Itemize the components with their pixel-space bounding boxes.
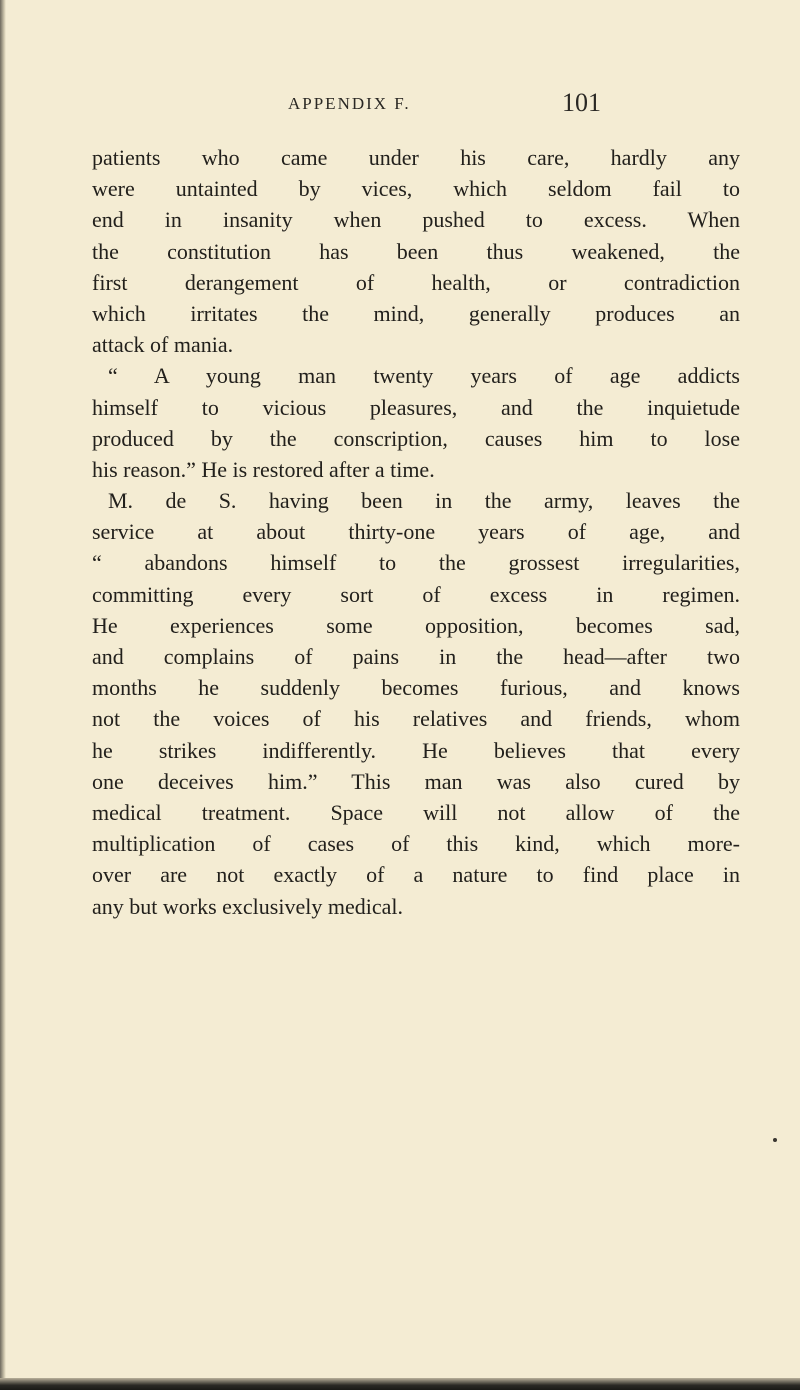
text-line: not the voices of his relatives and friends, whom <box>92 706 740 732</box>
text-line: “ A young man twenty years of age addicts <box>108 363 740 389</box>
text-line: produced by the conscription, causes him to lose <box>92 425 740 451</box>
text-line: committing every sort of excess in regimen. <box>92 581 740 607</box>
page-binding-edge <box>0 0 6 1390</box>
page-number: 101 <box>562 88 601 117</box>
text-line: medical treatment. Space will not allow of the <box>92 799 740 825</box>
text-line: He experiences some opposition, becomes sad, <box>92 612 740 638</box>
text-line: patients who came under his care, hardly any <box>92 145 740 170</box>
ink-speck <box>773 1138 777 1142</box>
text-line: were untainted by vices, which seldom fail to <box>92 176 740 202</box>
text-line: over are not exactly of a nature to find place in <box>92 862 740 888</box>
running-title: APPENDIX F. <box>288 94 411 113</box>
text-line: he strikes indifferently. He believes that every <box>92 737 740 763</box>
text-line: which irritates the mind, generally produces an <box>92 300 740 326</box>
text-line: service at about thirty-one years of age, and <box>92 519 740 545</box>
body-text <box>92 142 740 922</box>
text-line: any but works exclusively medical. <box>92 893 403 919</box>
text-line: first derangement of health, or contradiction <box>92 269 740 295</box>
text-line: multiplication of cases of this kind, which more- <box>92 831 740 857</box>
text-line: one deceives him.” This man was also cured by <box>92 768 740 794</box>
page-bottom-edge <box>0 1378 800 1390</box>
text-line: months he suddenly becomes furious, and knows <box>92 675 740 701</box>
running-head <box>0 88 800 118</box>
text-line: M. de S. having been in the army, leaves the <box>108 488 740 514</box>
text-line: attack of mania. <box>92 332 234 358</box>
text-line: “ abandons himself to the grossest irregularities, <box>92 550 740 576</box>
text-line: himself to vicious pleasures, and the inquietude <box>92 394 740 420</box>
text-line: the constitution has been thus weakened, the <box>92 238 740 264</box>
text-line: end in insanity when pushed to excess. When <box>92 207 740 233</box>
text-line: and complains of pains in the head—after two <box>92 644 740 669</box>
text-line: his reason.” He is restored after a time. <box>92 456 435 482</box>
